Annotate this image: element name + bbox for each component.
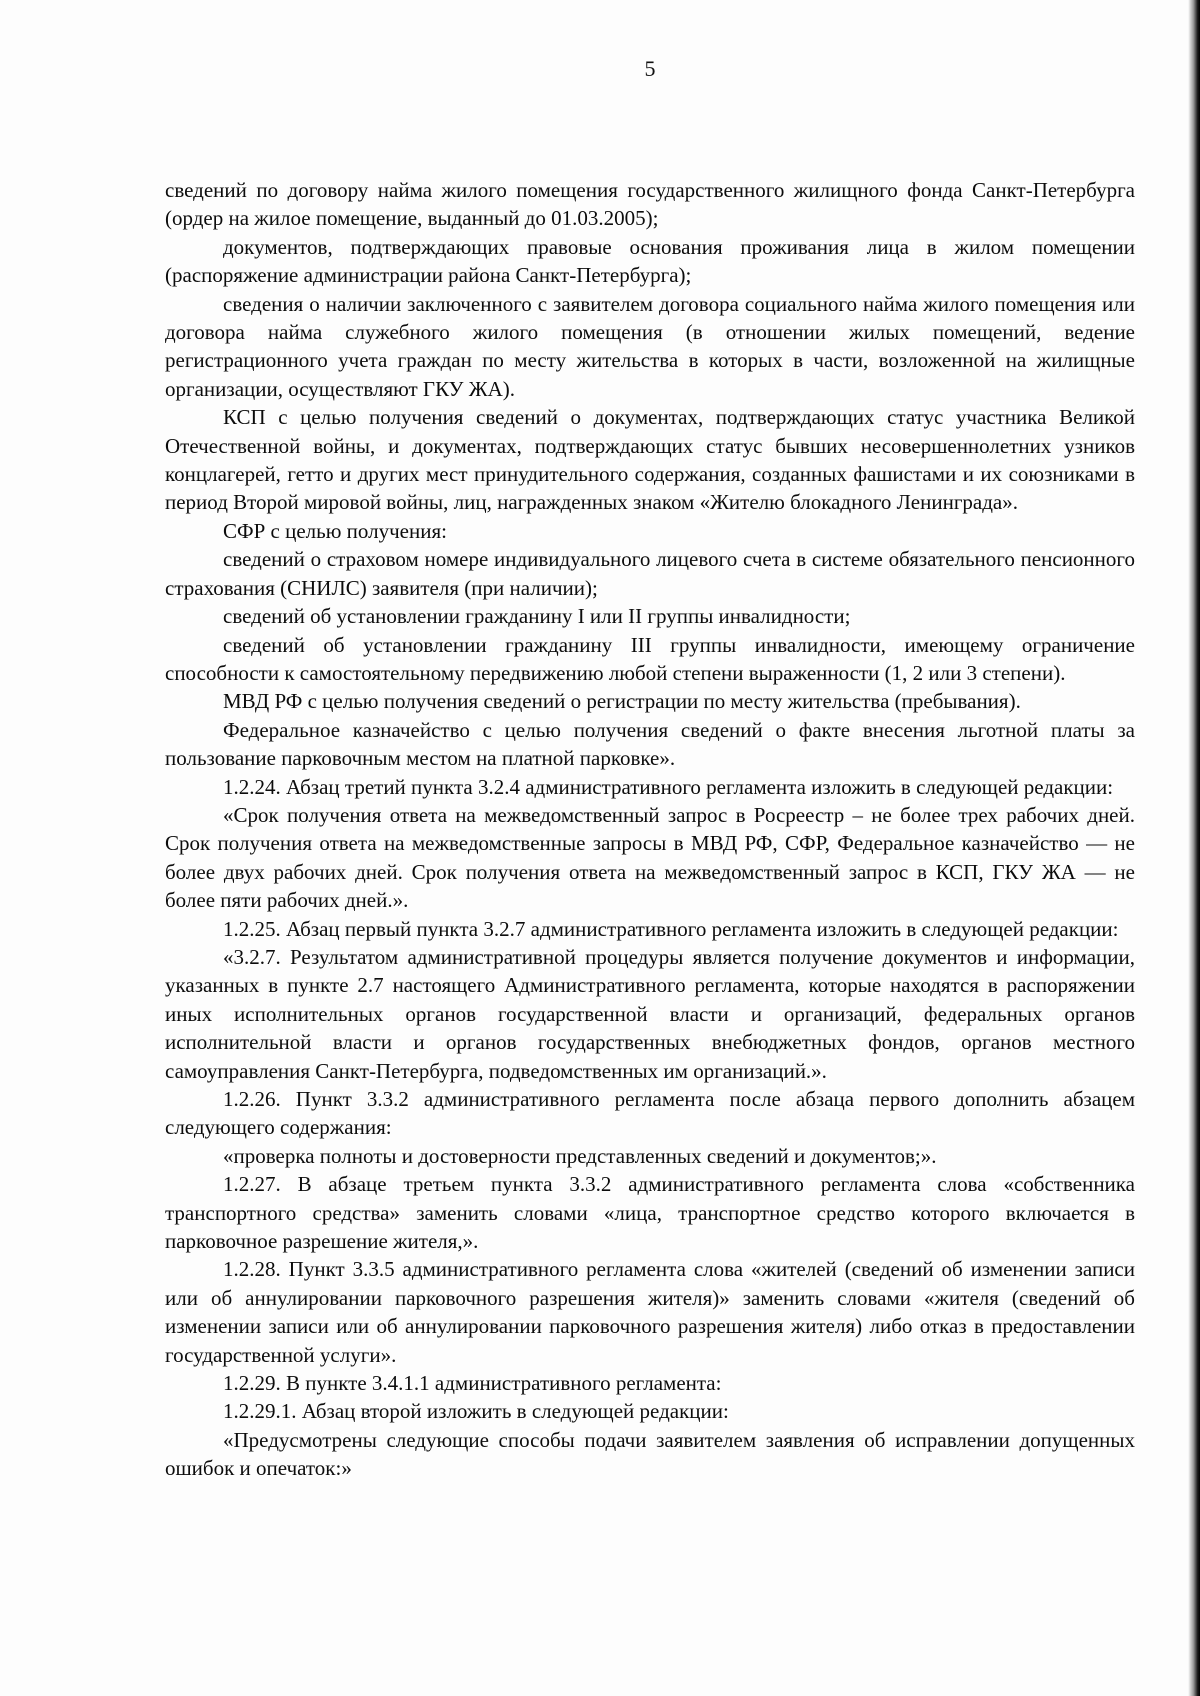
paragraph: КСП с целью получения сведений о документах, подтверждающих статус участника Великой Отечественной войны, и документах, подтверждающих статус бывших несовершеннолетних узников концлагерей, гетто и других мест принудительного содержания, созданных фашистами и их союзниками в период Второй мировой войны, лиц, награжденных знаком «Жителю блокадного Ленинграда». — [165, 405, 1135, 515]
page-number: 5 — [644, 56, 656, 81]
document-body — [165, 176, 1135, 1483]
paragraph: сведения о наличии заключенного с заявителем договора социального найма жилого помещения или договора найма служебного жилого помещения (в отношении жилых помещений, ведение регистрационного учета граждан по месту жительства в которых в части, возложенной на жилищные организации, осуществляют ГКУ ЖА). — [165, 291, 1135, 401]
paragraph: 1.2.25. Абзац первый пункта 3.2.7 административного регламента изложить в следующей редакции: — [223, 916, 1119, 941]
paragraph: «Срок получения ответа на межведомственный запрос в Росреестр – не более трех рабочих дней. Срок получения ответа на межведомственные запросы в МВД РФ, СФР, Федеральное казначейство — не более двух рабочих дней. Срок получения ответа на межведомственный запрос в КСП, ГКУ ЖА — не более пяти рабочих дней.». — [165, 802, 1135, 913]
paragraph: Федеральное казначейство с целью получения сведений о факте внесения льготной платы за пользование парковочным местом на платной парковке». — [165, 717, 1135, 771]
paragraph: «3.2.7. Результатом административной процедуры является получение документов и информации, указанных в пункте 2.7 настоящего Административного регламента, которые находятся в распоряжении иных исполнительных органов государственной власти и организаций, федеральных органов исполнительной власти и органов государственных внебюджетных фондов, органов местного самоуправления Санкт-Петербурга, подведомственных им организаций.». — [165, 944, 1135, 1083]
paragraph: 1.2.28. Пункт 3.3.5 административного регламента слова «жителей (сведений об изменении записи или об аннулировании парковочного разрешения жителя)» заменить словами «жителя (сведений об изменении записи или об аннулировании парковочного разрешения жителя) либо отказ в предоставлении государственной услуги». — [165, 1257, 1135, 1367]
paragraph: СФР с целью получения: — [223, 518, 447, 543]
paragraph: 1.2.27. В абзаце третьем пункта 3.3.2 административного регламента слова «собственника транспортного средства» заменить словами «лица, транспортное средство которого включается в парковочное разрешение жителя,». — [165, 1172, 1135, 1254]
paragraph: сведений по договору найма жилого помещения государственного жилищного фонда Санкт-Петербурга (ордер на жилое помещение, выданный до 01.03.2005); — [165, 178, 1135, 231]
paragraph: 1.2.29.1. Абзац второй изложить в следующей редакции: — [223, 1399, 729, 1424]
paragraph: 1.2.24. Абзац третий пункта 3.2.4 административного регламента изложить в следующей редакции: — [223, 774, 1114, 799]
paragraph: 1.2.29. В пункте 3.4.1.1 административного регламента: — [223, 1371, 722, 1396]
paragraph: 1.2.26. Пункт 3.3.2 административного регламента после абзаца первого дополнить абзацем следующего содержания: — [165, 1087, 1135, 1140]
scan-edge-shadow — [1188, 0, 1200, 1696]
paragraph: МВД РФ с целью получения сведений о регистрации по месту жительства (пребывания). — [223, 689, 1021, 714]
paragraph: «Предусмотрены следующие способы подачи заявителем заявления об исправлении допущенных ошибок и опечаток:» — [165, 1427, 1135, 1481]
paragraph: документов, подтверждающих правовые основания проживания лица в жилом помещении (распоряжение администрации района Санкт-Петербурга); — [165, 234, 1135, 288]
paragraph: сведений об установлении гражданину III группы инвалидности, имеющему ограничение способности к самостоятельному передвижению любой степени выраженности (1, 2 или 3 степени). — [165, 632, 1135, 685]
paragraph: сведений о страховом номере индивидуального лицевого счета в системе обязательного пенсионного страхования (СНИЛС) заявителя (при наличии); — [165, 547, 1135, 600]
paragraph: сведений об установлении гражданину I или II группы инвалидности; — [223, 604, 851, 629]
paragraph: «проверка полноты и достоверности представленных сведений и документов;». — [223, 1143, 937, 1168]
